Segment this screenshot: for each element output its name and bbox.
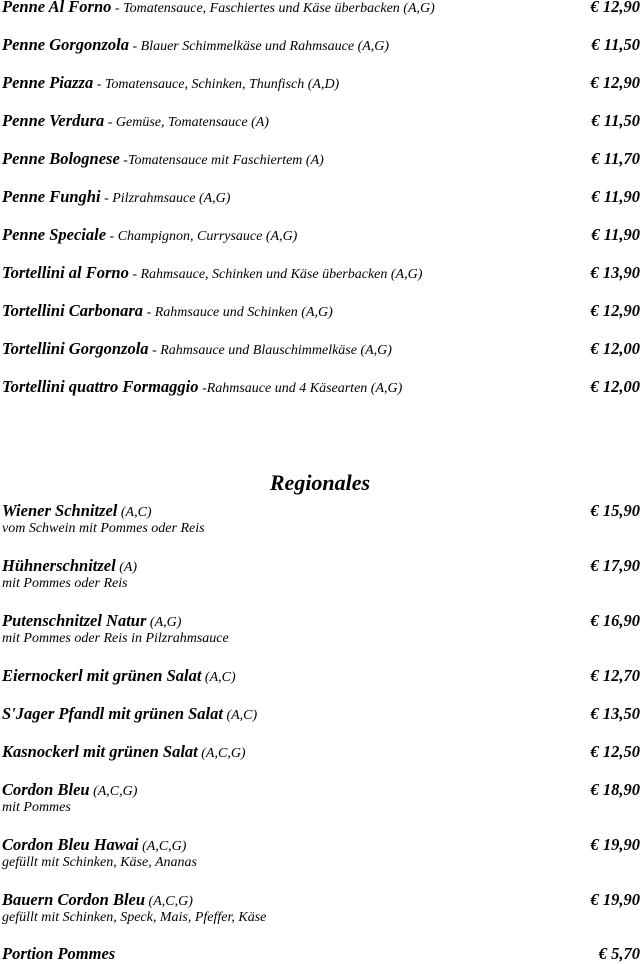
item-allergens: (A,C,G) bbox=[139, 839, 187, 854]
item-name: Penne Al Forno bbox=[2, 0, 111, 16]
item-price: € 12,90 bbox=[591, 0, 640, 17]
menu-item bbox=[2, 666, 640, 686]
item-description: mit Pommes oder Reis in Pilzrahmsauce bbox=[2, 631, 640, 647]
menu-item bbox=[2, 944, 640, 964]
item-price: € 15,90 bbox=[591, 501, 640, 521]
item-price: € 12,90 bbox=[591, 301, 640, 321]
menu-item bbox=[2, 611, 640, 647]
item-description: - Champignon, Currysauce (A,G) bbox=[106, 229, 297, 244]
item-price: € 12,90 bbox=[591, 73, 640, 93]
item-description: -Tomatensauce mit Faschiertem (A) bbox=[120, 153, 324, 168]
menu-item bbox=[2, 742, 640, 762]
item-name: Kasnockerl mit grünen Salat bbox=[2, 742, 198, 761]
item-price: € 11,70 bbox=[591, 149, 640, 169]
menu-item bbox=[2, 187, 640, 207]
item-allergens: (A,C,G) bbox=[145, 894, 193, 909]
menu-item bbox=[2, 704, 640, 724]
item-price: € 16,90 bbox=[591, 611, 640, 631]
item-price: € 12,00 bbox=[591, 339, 640, 359]
item-name: Tortellini Carbonara bbox=[2, 301, 143, 320]
menu-item bbox=[2, 263, 640, 283]
menu-item bbox=[2, 73, 640, 93]
item-description: mit Pommes bbox=[2, 800, 640, 816]
item-name: Tortellini quattro Formaggio bbox=[2, 377, 199, 396]
item-price: € 12,50 bbox=[591, 742, 640, 762]
item-price: € 19,90 bbox=[591, 835, 640, 855]
item-description: - Gemüse, Tomatensauce (A) bbox=[104, 115, 269, 130]
item-price: € 13,50 bbox=[591, 704, 640, 724]
section-title: Regionales bbox=[0, 470, 640, 496]
item-price: € 5,70 bbox=[599, 944, 640, 964]
menu-item bbox=[2, 501, 640, 537]
item-allergens: (A,C) bbox=[223, 708, 257, 723]
item-name: Eiernockerl mit grünen Salat bbox=[2, 666, 201, 685]
item-allergens: (A) bbox=[116, 560, 137, 575]
item-name: Putenschnitzel Natur bbox=[2, 611, 146, 630]
item-price: € 11,90 bbox=[591, 225, 640, 245]
item-description: mit Pommes oder Reis bbox=[2, 576, 640, 592]
item-name: Tortellini al Forno bbox=[2, 263, 129, 282]
item-description: - Tomatensauce, Faschiertes und Käse überbacken (A,G) bbox=[111, 1, 434, 16]
item-name: Penne Funghi bbox=[2, 187, 101, 206]
menu-item bbox=[2, 301, 640, 321]
item-name: Penne Gorgonzola bbox=[2, 35, 129, 54]
item-description: - Rahmsauce, Schinken und Käse überbacken (A,G) bbox=[129, 267, 423, 282]
item-description: -Rahmsauce und 4 Käsearten (A,G) bbox=[199, 381, 403, 396]
item-name: S'Jager Pfandl mit grünen Salat bbox=[2, 704, 223, 723]
item-allergens: (A,C) bbox=[117, 505, 151, 520]
item-name: Penne Piazza bbox=[2, 73, 93, 92]
item-description: - Rahmsauce und Blauschimmelkäse (A,G) bbox=[149, 343, 392, 358]
menu-item bbox=[2, 111, 640, 131]
menu-item bbox=[2, 780, 640, 816]
item-price: € 12,70 bbox=[591, 666, 640, 686]
item-description: - Rahmsauce und Schinken (A,G) bbox=[143, 305, 333, 320]
menu-item bbox=[2, 339, 640, 359]
item-allergens: (A,C,G) bbox=[90, 784, 138, 799]
menu-item bbox=[2, 556, 640, 592]
menu-item bbox=[2, 35, 640, 55]
menu-item bbox=[2, 0, 640, 17]
item-description: - Tomatensauce, Schinken, Thunfisch (A,D) bbox=[93, 77, 339, 92]
menu-item bbox=[2, 890, 640, 926]
item-price: € 12,00 bbox=[591, 377, 640, 397]
menu-item bbox=[2, 149, 640, 169]
item-price: € 17,90 bbox=[591, 556, 640, 576]
item-description: gefüllt mit Schinken, Käse, Ananas bbox=[2, 855, 640, 871]
item-name: Portion Pommes bbox=[2, 944, 115, 963]
item-description: - Pilzrahmsauce (A,G) bbox=[101, 191, 231, 206]
item-description: gefüllt mit Schinken, Speck, Mais, Pfeffer, Käse bbox=[2, 910, 640, 926]
item-name: Penne Bolognese bbox=[2, 149, 120, 168]
item-name: Penne Speciale bbox=[2, 225, 106, 244]
item-allergens: (A,C) bbox=[201, 670, 235, 685]
item-price: € 19,90 bbox=[591, 890, 640, 910]
item-name: Hühnerschnitzel bbox=[2, 556, 116, 575]
item-description: - Blauer Schimmelkäse und Rahmsauce (A,G) bbox=[129, 39, 389, 54]
item-allergens: (A,G) bbox=[146, 615, 181, 630]
item-price: € 11,50 bbox=[591, 111, 640, 131]
menu-item bbox=[2, 835, 640, 871]
menu-item bbox=[2, 377, 640, 397]
item-allergens: (A,C,G) bbox=[198, 746, 246, 761]
menu-item bbox=[2, 225, 640, 245]
item-name: Penne Verdura bbox=[2, 111, 104, 130]
item-name: Tortellini Gorgonzola bbox=[2, 339, 149, 358]
item-description: vom Schwein mit Pommes oder Reis bbox=[2, 521, 640, 537]
item-price: € 11,50 bbox=[591, 35, 640, 55]
item-price: € 18,90 bbox=[591, 780, 640, 800]
item-name: Wiener Schnitzel bbox=[2, 501, 117, 520]
item-name: Cordon Bleu Hawai bbox=[2, 835, 139, 854]
item-price: € 13,90 bbox=[591, 263, 640, 283]
item-price: € 11,90 bbox=[591, 187, 640, 207]
item-name: Bauern Cordon Bleu bbox=[2, 890, 145, 909]
item-name: Cordon Bleu bbox=[2, 780, 90, 799]
